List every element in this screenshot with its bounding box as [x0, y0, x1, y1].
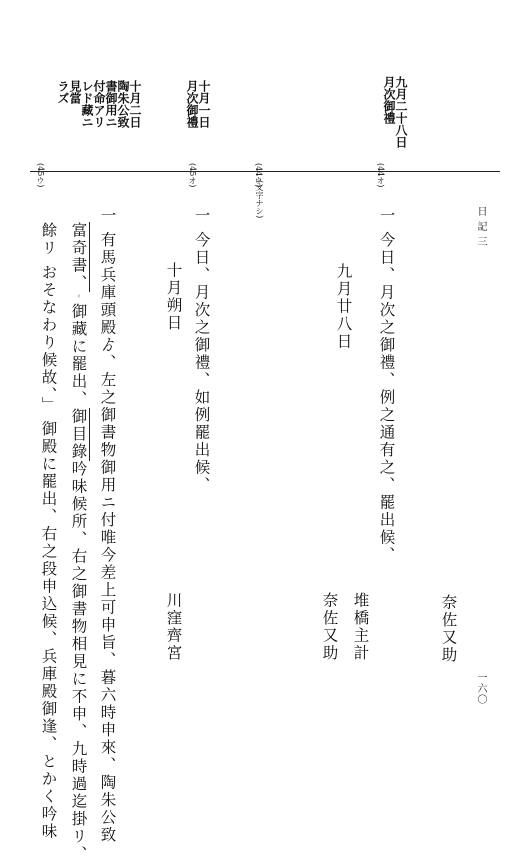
- entry-oct2-line1: 一 有馬兵庫頭殿ゟ、左之御書物御用ニ付唯今差上可申旨、暮六時申來、陶朱公致: [99, 207, 115, 844]
- entry-sep28-line: 一 今日、月次之御禮、例之通有之、罷出候、: [378, 207, 394, 564]
- highlighted-text: 御目錄: [70, 408, 90, 461]
- highlighted-text: 富奇書、: [70, 222, 90, 292]
- blank-note: (文字ナシ): [255, 180, 263, 218]
- headnote-line: 十月一日: [198, 80, 210, 170]
- folio-45o: (45オ): [188, 163, 196, 187]
- entry-oct1-line: 一 今日、月次之御禮、如例罷出候、: [193, 207, 209, 494]
- headnote-line: 十月二日: [129, 80, 141, 170]
- signature-kawakubo: 川窪齊宮: [165, 592, 181, 662]
- headnote-line: 九月二十八日: [395, 76, 407, 166]
- entry-oct1-date: 十月朔日: [165, 262, 181, 332]
- headnote-line: ラズ: [57, 80, 69, 170]
- signature-nasa-right: 奈佐又助: [440, 594, 456, 664]
- entry-text: 御藏に罷出、: [70, 303, 88, 408]
- page-number: 一六〇: [475, 672, 485, 705]
- headnote-line: レド藏ニ: [81, 80, 93, 170]
- entry-oct2-line2: [70, 222, 86, 863]
- headnote-rule: [30, 171, 500, 172]
- running-title: 日 記 三: [475, 206, 485, 247]
- headnote-line: 陶朱公致: [117, 80, 129, 170]
- folio-44u: (44ウ): [254, 163, 262, 187]
- signature-nasa: 奈佐又助: [321, 592, 337, 662]
- entry-text: 吟味候所、右之御書物相見に不申、九時過迄掛リ、: [70, 461, 88, 863]
- headnote-oct2: [57, 80, 141, 170]
- headnote-line: 付命アリ: [93, 80, 105, 170]
- headnote-line: 書御用ニ: [105, 80, 117, 170]
- entry-oct2-line3: 餘リ おそなわり候故、」 御殿に罷出、右之段申込候、兵庫殿御逢、とかく吟味: [40, 222, 56, 841]
- headnote-line: 見當: [69, 80, 81, 170]
- ring-mark: ◦: [75, 292, 84, 303]
- headnote-oct1: [186, 80, 210, 170]
- entry-sep28-date: 九月廿八日: [335, 263, 351, 351]
- folio-44o: (44オ): [376, 163, 384, 187]
- folio-45u: (45ウ): [36, 163, 44, 187]
- signature-tsuihashi: 堆橋主計: [352, 592, 368, 662]
- headnote-line: 月次御禮: [186, 80, 198, 170]
- headnote-line: 月次御禮: [383, 76, 395, 166]
- headnote-sep28: [383, 76, 407, 166]
